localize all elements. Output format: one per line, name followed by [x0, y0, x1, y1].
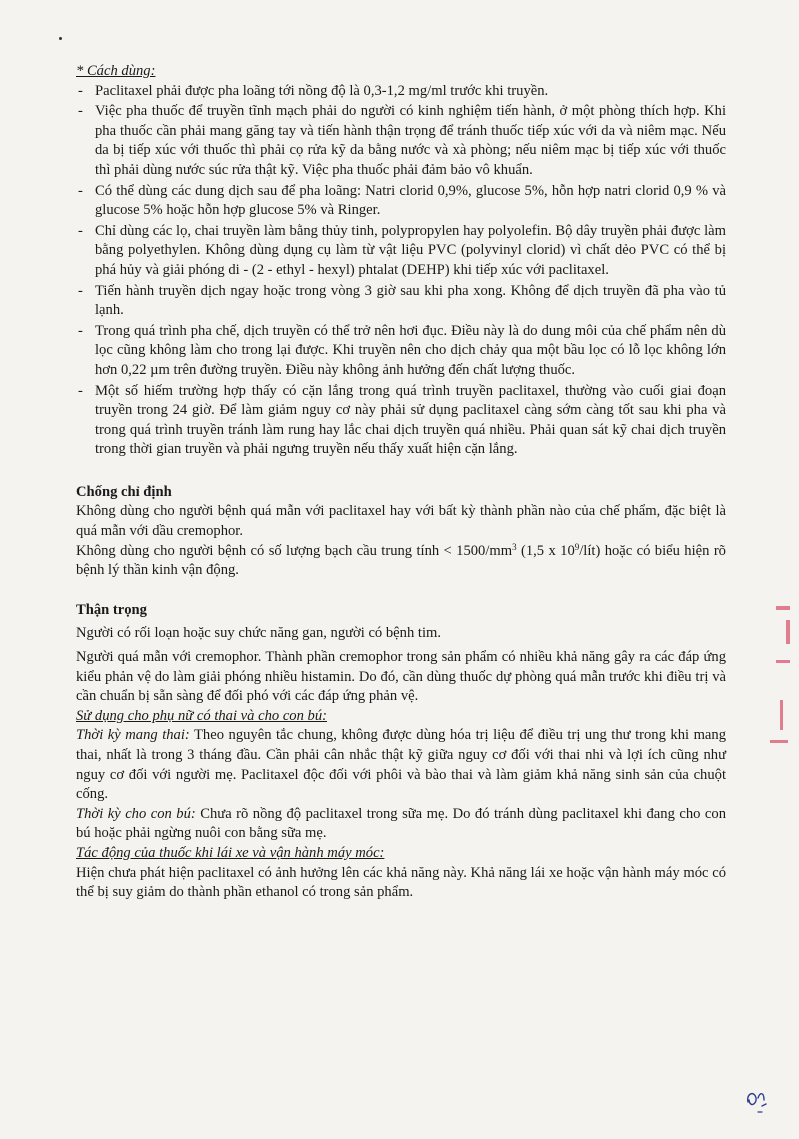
pregnancy-label: Thời kỳ mang thai:: [76, 727, 190, 744]
contraindications-paragraph: Không dùng cho người bệnh quá mẫn với paclitaxel hay với bất kỳ thành phần nào của chế phẩm, đặc biệt là quá mẫn với dầu cremophor.: [76, 503, 726, 540]
driving-paragraph: Hiện chưa phát hiện paclitaxel có ảnh hưởng lên các khả năng này. Khả năng lái xe hoặc vận hành máy móc có thể bị suy giảm do thành phần ethanol có trong sản phẩm.: [76, 864, 726, 901]
breastfeeding-label: Thời kỳ cho con bú:: [76, 805, 196, 822]
scan-speck: [59, 37, 62, 40]
contraindications-heading: Chống chỉ định: [76, 483, 172, 500]
usage-item: - Việc pha thuốc để truyền tĩnh mạch phải do người có kinh nghiệm tiến hành, ở một phòng thích hợp. Khi pha thuốc cần phải mang găng tay và tiến hành thận trọng để tránh thuốc tiếp xúc với da và niêm mạc. Nếu da bị tiếp xúc với thuốc thì phải cọ rửa kỹ da bằng nước và xà phòng; nếu niêm mạc bị tiếp xúc với thuốc thì phải dùng nước súc rửa thật kỹ. Việc pha thuốc phải đảm bảo vô khuẩn.: [76, 102, 726, 180]
stamp-edge-mark: [770, 740, 788, 743]
usage-item: - Chỉ dùng các lọ, chai truyền làm bằng thủy tinh, polypropylen hay polyolefin. Bộ dây truyền phải được làm bằng polyethylen. Không dùng dụng cụ làm từ vật liệu PVC (polyvinyl clorid) vì chất dẻo PVC có thể bị phá hủy và giải phóng di - (2 - ethyl - hexyl) phtalat (DEHP) khi tiếp xúc với paclitaxel.: [76, 222, 726, 281]
document-body: [76, 62, 726, 903]
stamp-edge-mark: [780, 700, 783, 730]
breastfeeding-paragraph: Thời kỳ cho con bú: Chưa rõ nồng độ paclitaxel trong sữa mẹ. Do đó tránh dùng paclitaxel khi đang cho con bú hoặc phải ngừng nuôi con bằng sữa mẹ.: [76, 805, 726, 842]
driving-heading: Tác động của thuốc khi lái xe và vận hành máy móc:: [76, 844, 385, 861]
pregnancy-heading: Sử dụng cho phụ nữ có thai và cho con bú:: [76, 707, 327, 724]
pregnancy-paragraph: Thời kỳ mang thai: Theo nguyên tắc chung, không được dùng hóa trị liệu để điều trị ung thư trong khi mang thai, nhất là trong 3 tháng đầu. Cần phải cân nhắc thật kỹ giữa nguy cơ đối với thai nhi và lợi ích cũng như nguy cơ đối với người mẹ. Paclitaxel độc đối với phôi và bào thai và làm giảm khả năng sinh sản của chuột cống.: [76, 727, 726, 803]
usage-item: - Có thể dùng các dung dịch sau để pha loãng: Natri clorid 0,9%, glucose 5%, hỗn hợp natri clorid 0,9 % và glucose 5% hoặc hỗn hợp glucose 5% và Ringer.: [76, 182, 726, 221]
stamp-edge-mark: [776, 660, 790, 663]
usage-heading: * Cách dùng:: [76, 63, 156, 79]
contraindications-paragraph-neutrophil: Không dùng cho người bệnh có số lượng bạch cầu trung tính < $1500/mm^3$ (1,5 x $10^9/lít$) hoặc có biểu hiện rõ bệnh lý thần kinh vận động.: [76, 541, 726, 579]
precautions-paragraph-liver: Người có rối loạn hoặc suy chức năng gan, người có bệnh tim.: [76, 625, 442, 642]
usage-item: - Một số hiếm trường hợp thấy có cặn lắng trong quá trình truyền paclitaxel, thường vào cuối giai đoạn truyền trong 24 giờ. Để làm giảm nguy cơ này phải sử dụng paclitaxel càng sớm càng tốt sau khi pha và trong quá trình truyền tránh làm rung hay lắc chai dịch truyền quá nhiều. Phải quan sát kỹ chai dịch truyền trong thời gian truyền và phải ngưng truyền nếu thấy xuất hiện cặn lắng.: [76, 382, 726, 460]
usage-item: - Trong quá trình pha chế, dịch truyền có thể trở nên hơi đục. Điều này là do dung môi của chế phẩm nên dù lọc cũng không làm cho trong lại được. Khi truyền nên cho dịch chảy qua một bầu lọc có lỗ lọc không lớn hơn 0,22 µm trên đường truyền. Điều này không ảnh hưởng đến chất lượng thuốc.: [76, 322, 726, 381]
initials-signature: [740, 1080, 780, 1120]
usage-item: - Paclitaxel phải được pha loãng tới nồng độ là 0,3-1,2 mg/ml trước khi truyền.: [76, 82, 726, 102]
precautions-heading: Thận trọng: [76, 601, 147, 618]
usage-list: [76, 82, 726, 460]
stamp-edge-mark: [786, 620, 790, 644]
precautions-paragraph-cremophor: Người quá mẫn với cremophor. Thành phần cremophor trong sản phẩm có nhiều khả năng gây ra các đáp ứng kiểu phản vệ do làm giải phóng nhiều histamin. Do đó, cần dùng thuốc dự phòng quá mẫn trước khi điều trị và cần chuẩn bị sẵn sàng để đối phó với các đáp ứng phản vệ.: [76, 649, 726, 705]
stamp-edge-mark: [776, 606, 790, 610]
usage-item: - Tiến hành truyền dịch ngay hoặc trong vòng 3 giờ sau khi pha xong. Không để dịch truyền đã pha vào tủ lạnh.: [76, 282, 726, 321]
